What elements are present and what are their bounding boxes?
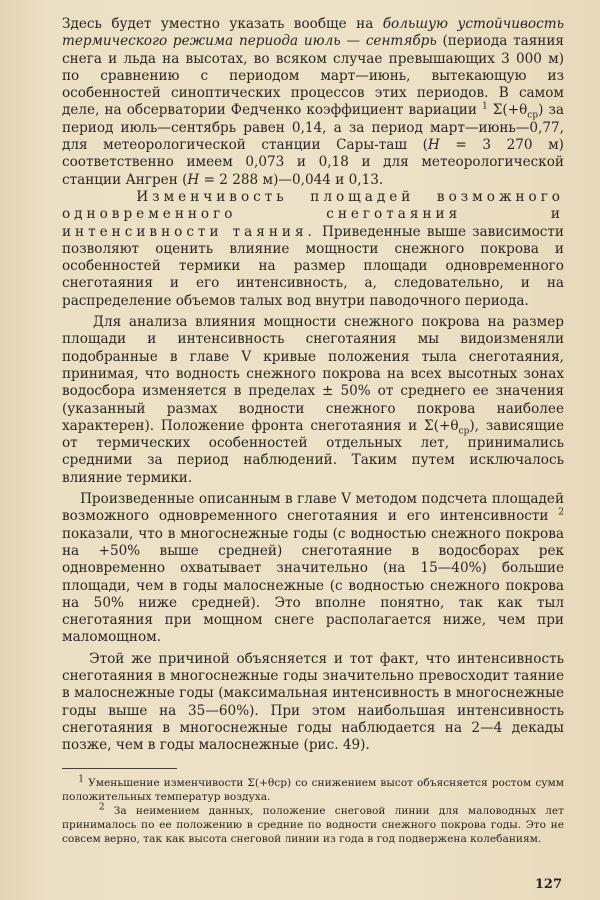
main-text (62, 16, 564, 754)
paragraph-3 (62, 314, 564, 487)
page-number: 127 (534, 877, 562, 892)
emphasis-text: большую устойчивость (382, 16, 564, 32)
variable-h: H (427, 137, 440, 154)
text-run: Σ(+θ (487, 102, 528, 119)
footnote-ref: 1 (482, 101, 488, 112)
text-run: Здесь будет уместно указать вообще на (62, 16, 383, 32)
text-run: показали, что в многоснежные годы (с водностью снежного покрова на +50% выше средней) снеготаяние в водосборах рек одновременно охватывает значительно (на 15—40%) большие площади, чем в годы малоснежные (с водностью снежного покрова на 50% ниже средней). Это вполне понятно, так как тыл снеготаяния при мощном снеге располагается ниже, чем при маломощном. (62, 525, 564, 646)
subscript: ср (527, 111, 539, 122)
footnote-2 (62, 804, 564, 846)
section-heading: Изменчивость площадей возможного одновременного снеготаяния и интенсивности таяния. (62, 188, 564, 240)
footnote-divider (62, 768, 177, 769)
footnote-text: Уменьшение изменчивости Σ(+θср) со снижением высот объясняется ростом сумм положительных температур воздуха. (62, 777, 564, 804)
footnotes (62, 776, 564, 846)
variable-h: H (187, 171, 200, 188)
subscript: ср (458, 426, 470, 437)
text-run: Приведенные выше зависимости позволяют оценить влияние мощности снежного покрова и особенностей термики на размер площади одновременного снеготаяния и его интенсивность, а, следовательно, и на распределение объемов талых вод внутри паводочного периода. (62, 223, 564, 309)
text-run: ) за период июль—сентябрь равен 0,14, а за период март—июнь—0,77, для метеорологической станции Сары-таш ( (62, 102, 564, 154)
footnote-marker: 2 (98, 802, 105, 813)
footnote-1 (62, 776, 564, 804)
text-run: Этой же причиной объясняется и тот факт, что интенсивность снеготаяния в многоснежные годы значительно превосходит таяние в малоснежные годы (максимальная интенсивность в многоснежные годы выше на 35—60%). При этом наибольшая интенсивность снеготаяния в многоснежные годы наблюдается на 2—4 декады позже, чем в годы малоснежные (рис. 49). (62, 650, 564, 754)
footnote-ref: 2 (558, 507, 564, 518)
text-run: = 3 270 м) соответственно имеем 0,073 и 0,18 и для метеорологической станции Ангрен ( (62, 137, 564, 188)
paragraph-2 (62, 189, 564, 310)
text-run: (периода таяния снега и льда на высотах, во всяком случае превышающих 3 000 м) по сравнению с периодом март—июнь, вытекающую из особенностей синоптических процессов этих периодов. В самом деле, на обсерватории Федченко коэффициент вариации (62, 33, 564, 119)
paragraph-4 (62, 491, 564, 647)
emphasis-text: термического режима периода июль — сентябрь (62, 33, 437, 50)
text-run: Произведенные описанным в главе V методом подсчета площадей возможного одновременного снеготаяния и его интенсивности (62, 491, 564, 525)
text-run: ), зависящие от термических особенностей отдельных лет, принимались средними за период наблюдений. Таким путем исключалось влияние термики. (62, 417, 564, 486)
paragraph-5 (62, 651, 564, 755)
footnote-marker: 1 (78, 774, 85, 785)
text-run: Для анализа влияния мощности снежного покрова на размер площади и интенсивность снеготаяния мы видоизменяли подобранные в главе V кривые положения тыла снеготаяния, принимая, что водность снежного покрова на всех высотных зонах водосбора изменяется в пределах ± 50% от среднего ее значения (указанный размах водности снежного покрова наиболее характерен). Положение фронта снеготаяния и Σ(+θ (62, 314, 564, 434)
text-run: = 2 288 м)—0,044 и 0,13. (199, 171, 384, 188)
footnote-text: За неимением данных, положение снеговой линии для маловодных лет принималось по ее положению в средние по водности снежного покрова годы. Это не совсем верно, так как высота снеговой линии из года в год подвержена колебаниям. (62, 805, 564, 846)
paragraph-1 (62, 16, 564, 189)
